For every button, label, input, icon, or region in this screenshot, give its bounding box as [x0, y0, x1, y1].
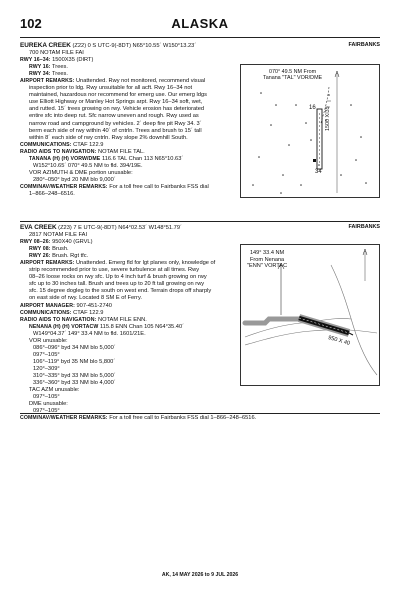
diagram-note-line: From Nenana — [249, 256, 285, 263]
section-rule — [20, 413, 380, 414]
remarks-line: entire sfc into deep rut. Sfc narrow uneven and rough. Rwy used as — [29, 113, 199, 120]
vor-restriction-line: 097°–105° — [33, 394, 60, 401]
diagram-note-line: 070° 49.5 NM From — [269, 69, 317, 75]
runway-number-16: 16 — [309, 105, 316, 111]
vor-restriction-line: 097°–105° — [33, 408, 60, 415]
vor-restriction-line: TAC AZM unusable: — [29, 387, 80, 394]
page-number: 102 — [20, 16, 42, 31]
vor-restriction-line: 280°–050° byd 20 NM blo 9,000´ — [33, 176, 116, 183]
comm-nav-value: 1–866–248–6516. — [29, 190, 75, 197]
runway-end-value: Brush. Rgt tfc. — [52, 253, 89, 260]
radio-aids-value: NOTAM FILE TAL. — [97, 148, 145, 155]
remarks-line: within 8´ each side of rwy cntrln. Rwy slope 2% downhill South. — [29, 134, 188, 141]
remarks-line: 08–26 loose rocks on rwy sfc. Up to 4 inch turf & brush growing on rwy — [29, 274, 207, 281]
manager-label: AIRPORT MANAGER: — [20, 302, 75, 309]
region-label: FAIRBANKS — [348, 42, 380, 48]
navaid-label: NENANA (H) (H) VORTACW — [29, 323, 99, 330]
airport-id-line: (Z23) 7 E UTC-9(-8DT) N64°02.53´ W148°51.79´ — [58, 225, 182, 231]
runway-end-value: Brush. — [52, 246, 69, 253]
runway-end — [349, 333, 353, 335]
runway-end-label: RWY 08: — [29, 246, 51, 253]
footer-effective-dates: AK, 14 MAY 2026 to 9 JUL 2026 — [161, 572, 239, 578]
brush-area — [245, 319, 299, 323]
airport-diagram-eureka-creek — [240, 64, 380, 198]
page-header — [20, 16, 380, 34]
remarks-line: sfc up to 30 inches tall. Brush and trees up to 20 ft tall growing on rwy — [29, 281, 205, 288]
communications-value: CTAF 122.9 — [73, 141, 104, 148]
state-title: ALASKA — [171, 16, 229, 31]
section-rule — [20, 221, 380, 222]
remarks-line: narrow road and campground by vehicles. 2´ deep fire pit Rwy 34. 3´ — [29, 120, 202, 127]
remarks-line: berm each side of rwy within 40´ of cntrln. Trees and brush to 15´ tall — [29, 127, 202, 134]
radio-aids-label: RADIO AIDS TO NAVIGATION: — [20, 148, 97, 155]
vor-restriction-line: 106°–119° byd 35 NM blo 5,800´ — [33, 358, 116, 365]
runway-end-label: RWY 34: — [29, 71, 51, 78]
comm-nav-value: For a toll free call to Fairbanks FSS dial — [109, 183, 209, 190]
diagram-navaid-note — [263, 69, 322, 82]
vor-restriction-line: 086°–096° byd 34 NM blo 5,000´ — [33, 344, 116, 351]
vor-restriction-line: 310°–335° byd 33 NM blo 5,000´ — [33, 372, 116, 379]
terrain-contour — [331, 265, 377, 375]
remarks-line: sfc. 15 degree dogleg to the south on west end. Terrain drops off sharply — [29, 288, 212, 295]
header-rule — [20, 37, 380, 38]
airport-id-line: (Z22) 0 S UTC-9(-8DT) N65°10.55´ W150°13.23´ — [72, 43, 197, 49]
runway-value: 1500X35 (DIRT) — [52, 57, 94, 64]
radio-aids-label: RADIO AIDS TO NAVIGATION: — [20, 316, 97, 323]
remarks-label: AIRPORT REMARKS: — [20, 260, 75, 267]
navaid-value: 115.8 ENN Chan 105 N64°35.40´ — [99, 323, 184, 330]
remarks-line: Unattended. Rwy not monitored, recommend visual — [75, 78, 206, 85]
vor-restriction-line: DME unusable: — [29, 401, 68, 408]
airport-diagram-eva-creek — [240, 244, 380, 386]
vor-restriction-line: VOR unusable: — [29, 337, 68, 344]
remarks-line: inspection prior to ldg. Rwy unsuitable for all acft. Rwy 16–34 not — [29, 85, 193, 92]
runway-value: 950X40 (GRVL) — [52, 239, 93, 246]
diagram-note-line: 149° 33.4 NM — [249, 250, 285, 256]
vor-restriction-line: VOR AZIMUTH & DME portion unusable: — [29, 169, 133, 176]
elevation-notam: 700 NOTAM FILE FAI — [29, 50, 84, 57]
runway-end-value: Trees. — [52, 71, 68, 78]
diagram-note-line: "ENN" VORTAC — [247, 263, 288, 270]
diagram-note-line: Tanana "TAL" VOR/DME — [263, 75, 323, 82]
runway-dimensions: 950 X 40 — [327, 335, 351, 347]
manager-phone: 907-451-2740 — [76, 302, 112, 309]
remarks-line: on east side of rwy. Located 8 SM E of Ferry. — [29, 295, 142, 302]
vor-restriction-line: 120°–309° — [33, 365, 60, 372]
region-label: FAIRBANKS — [348, 224, 380, 230]
navaid-label: TANANA (H) (H) VORW/DME — [29, 155, 101, 162]
comm-nav-value: For a toll free call to Fairbanks FSS dial 1–866–248–6516. — [109, 415, 257, 422]
communications-label: COMMUNICATIONS: — [20, 141, 72, 148]
runway-dimensions: 1500 X 35 — [325, 106, 331, 131]
remarks-line: maintained, hazardous nor recommend for emerg use. Our emerg ldgs — [29, 92, 207, 99]
comm-nav-label: COMM/NAV/WEATHER REMARKS: — [20, 183, 108, 190]
remarks-line: Unattended. Emerg fld for lgt planes only, knowledge of — [75, 260, 216, 267]
navaid-position: W152°10.65´ 070° 49.5 NM to fld. 394/19E. — [33, 162, 143, 169]
comm-nav-label: COMM/NAV/WEATHER REMARKS: — [20, 415, 108, 422]
communications-label: COMMUNICATIONS: — [20, 309, 72, 316]
remarks-line: and rutted. 15´ trees growing on rwy. Vehicle erosion has deteriorated — [29, 106, 205, 113]
airport-name: EUREKA CREEK — [20, 42, 71, 49]
navaid-position: W149°04.37´ 149° 33.4 NM to fld. 1601/21E. — [33, 330, 146, 337]
runway-end-label: RWY 16: — [29, 64, 51, 71]
radio-aids-value: NOTAM FILE ENN. — [97, 316, 147, 323]
airport-name: EVA CREEK — [20, 224, 57, 231]
navaid-value: 116.6 TAL Chan 113 N65°10.63´ — [101, 155, 184, 162]
runway-label: RWY 08–26: — [20, 239, 51, 246]
diagram-navaid-note — [247, 250, 287, 270]
runway-end-label: RWY 26: — [29, 253, 51, 260]
runway-end-value: Trees. — [52, 64, 68, 71]
runway-number-34: 34 — [315, 169, 322, 175]
remarks-label: AIRPORT REMARKS: — [20, 78, 75, 85]
vor-restriction-line: 097°–105° — [33, 351, 60, 358]
runway-label: RWY 16–34: — [20, 57, 51, 64]
communications-value: CTAF 122.9 — [73, 309, 104, 316]
remarks-line: strip recommended prior to use, severe turbulence at all times. Rwy — [29, 267, 200, 274]
building-symbol — [313, 159, 316, 162]
remarks-line: use Elliott Highway or Manley Hot Springs arpt. Rwy 16–34 soft, wet, — [29, 99, 203, 106]
elevation-notam: 2817 NOTAM FILE FAI — [29, 232, 88, 239]
vor-restriction-line: 336°–360° byd 33 NM blo 4,000´ — [33, 380, 116, 387]
